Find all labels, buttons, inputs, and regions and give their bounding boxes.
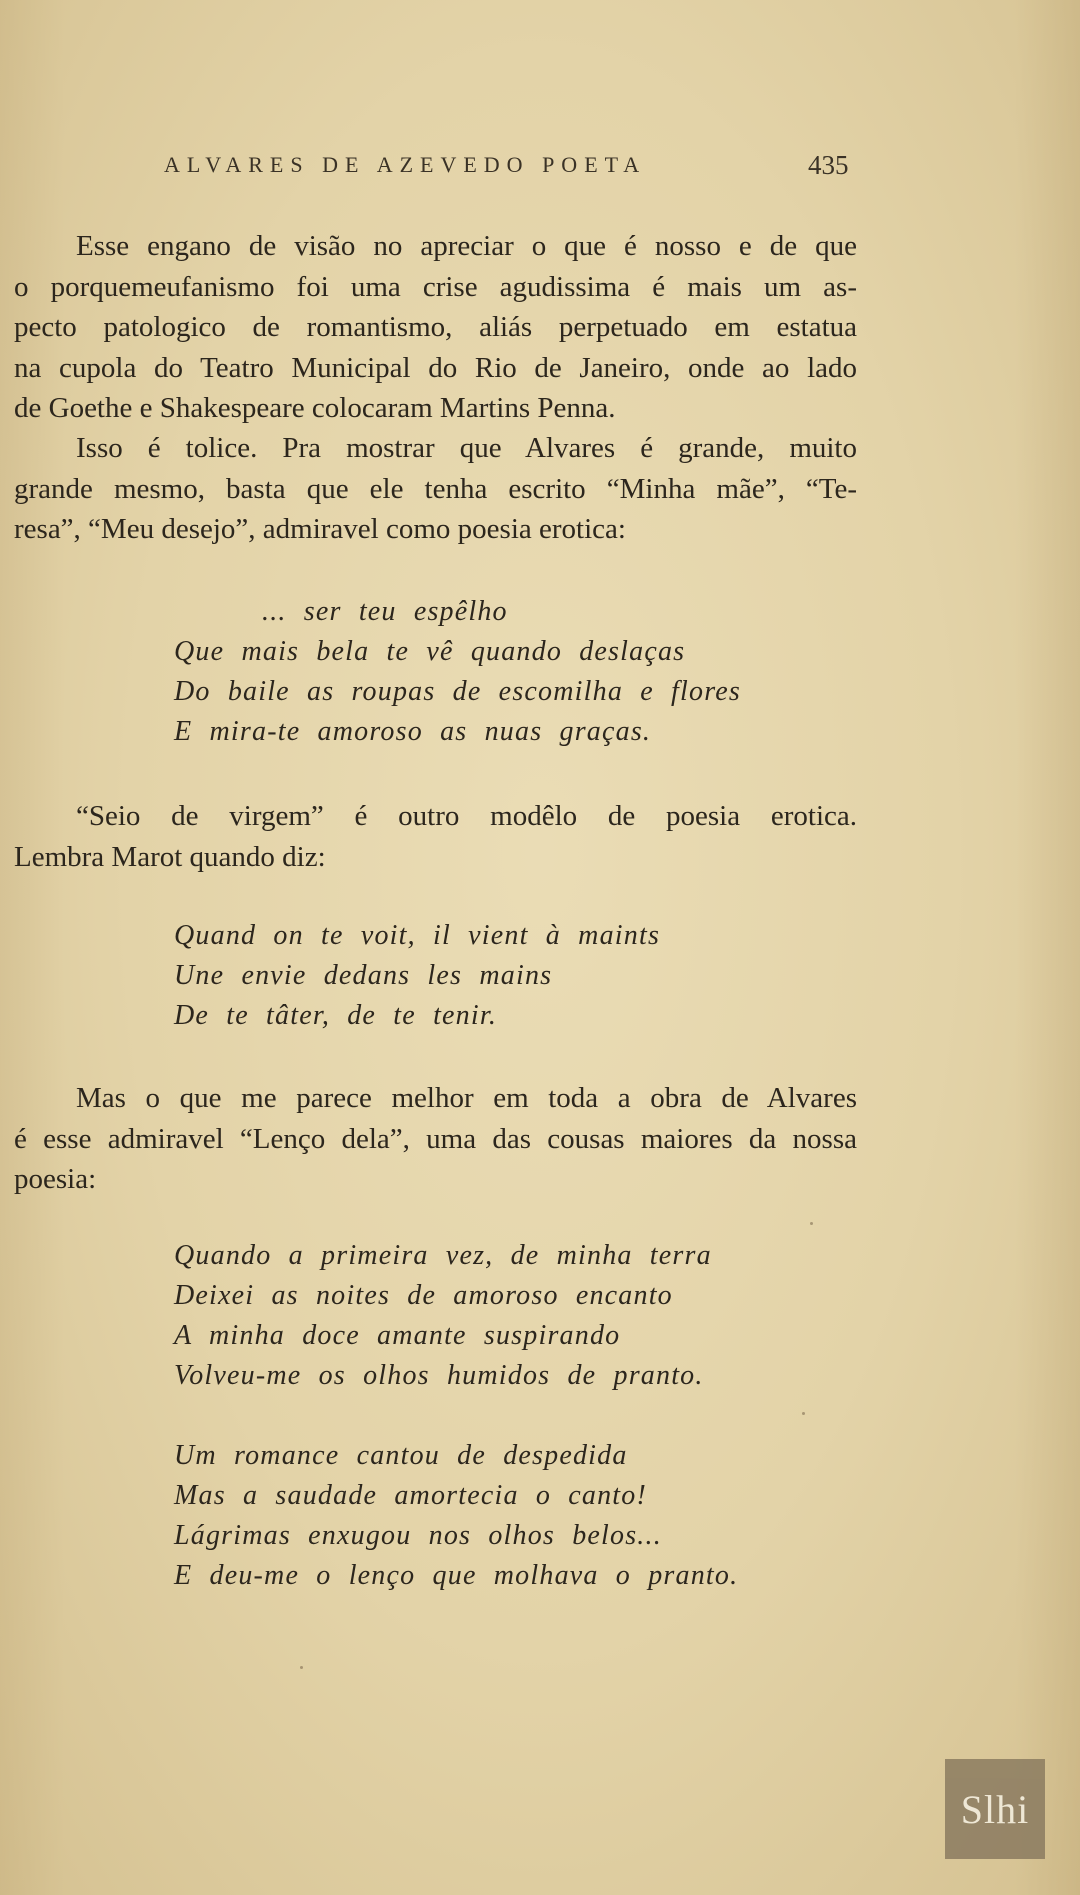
verse-line: Une envie dedans les mains xyxy=(174,960,553,991)
paragraph-line: é esse admiravel “Lenço dela”, uma das cousas maiores da nossa xyxy=(14,1122,857,1155)
paragraph-line: “Seio de virgem” é outro modêlo de poesia erotica. xyxy=(76,800,857,832)
paper-speck xyxy=(810,1222,813,1225)
paragraph-line: grande mesmo, basta que ele tenha escrito “Minha mãe”, “Te- xyxy=(14,472,857,505)
verse-line: Um romance cantou de despedida xyxy=(174,1440,628,1471)
verse-line: Mas a saudade amortecia o canto! xyxy=(174,1480,648,1511)
paragraph-2 xyxy=(14,428,857,550)
paragraph-line: Mas o que me parece melhor em toda a obra de Alvares xyxy=(76,1082,857,1114)
verse-line: Do baile as roupas de escomilha e flores xyxy=(174,676,741,707)
paragraph-3 xyxy=(14,796,857,877)
verse-line: E mira-te amoroso as nuas graças. xyxy=(174,716,652,747)
paragraph-line: Lembra Marot quando diz: xyxy=(14,840,326,873)
verse-quote-2 xyxy=(174,916,660,1036)
paragraph-1 xyxy=(14,226,857,429)
paragraph-line: de Goethe e Shakespeare colocaram Martins Penna. xyxy=(14,392,616,424)
page-number: 435 xyxy=(808,150,849,180)
paragraph-line: na cupola do Teatro Municipal do Rio de Janeiro, onde ao lado xyxy=(14,351,857,384)
verse-line: Quand on te voit, il vient à maints xyxy=(174,920,661,951)
paragraph-4 xyxy=(14,1078,857,1200)
verse-line: Que mais bela te vê quando deslaças xyxy=(174,636,686,667)
verse-line: Deixei as noites de amoroso encanto xyxy=(174,1280,673,1311)
paragraph-line: Isso é tolice. Pra mostrar que Alvares é grande, muito xyxy=(76,432,857,464)
library-watermark-logo: Slhi xyxy=(945,1759,1045,1859)
verse-quote-1 xyxy=(174,592,741,752)
verse-line: ... ser teu espêlho xyxy=(262,596,508,627)
verse-quote-4 xyxy=(174,1436,738,1596)
paragraph-line: poesia: xyxy=(14,1163,97,1195)
paper-speck xyxy=(802,1412,805,1415)
paragraph-line: o porquemeufanismo foi uma crise agudissima é mais um as- xyxy=(14,270,857,303)
verse-line: Lágrimas enxugou nos olhos belos... xyxy=(174,1520,662,1551)
verse-line: A minha doce amante suspirando xyxy=(174,1320,621,1351)
verse-line: Volveu-me os olhos humidos de pranto. xyxy=(174,1360,704,1391)
paragraph-line: resa”, “Meu desejo”, admiravel como poesia erotica: xyxy=(14,513,626,545)
running-title: ALVARES DE AZEVEDO POETA xyxy=(164,152,647,177)
verse-line: Quando a primeira vez, de minha terra xyxy=(174,1240,712,1271)
verse-line: E deu-me o lenço que molhava o pranto. xyxy=(174,1560,739,1591)
paragraph-line: Esse engano de visão no apreciar o que é nosso e de que xyxy=(76,230,857,262)
verse-line: De te tâter, de te tenir. xyxy=(174,1000,498,1031)
paper-speck xyxy=(300,1666,303,1669)
paragraph-line: pecto patologico de romantismo, aliás perpetuado em estatua xyxy=(14,311,857,343)
verse-quote-3 xyxy=(174,1236,712,1396)
